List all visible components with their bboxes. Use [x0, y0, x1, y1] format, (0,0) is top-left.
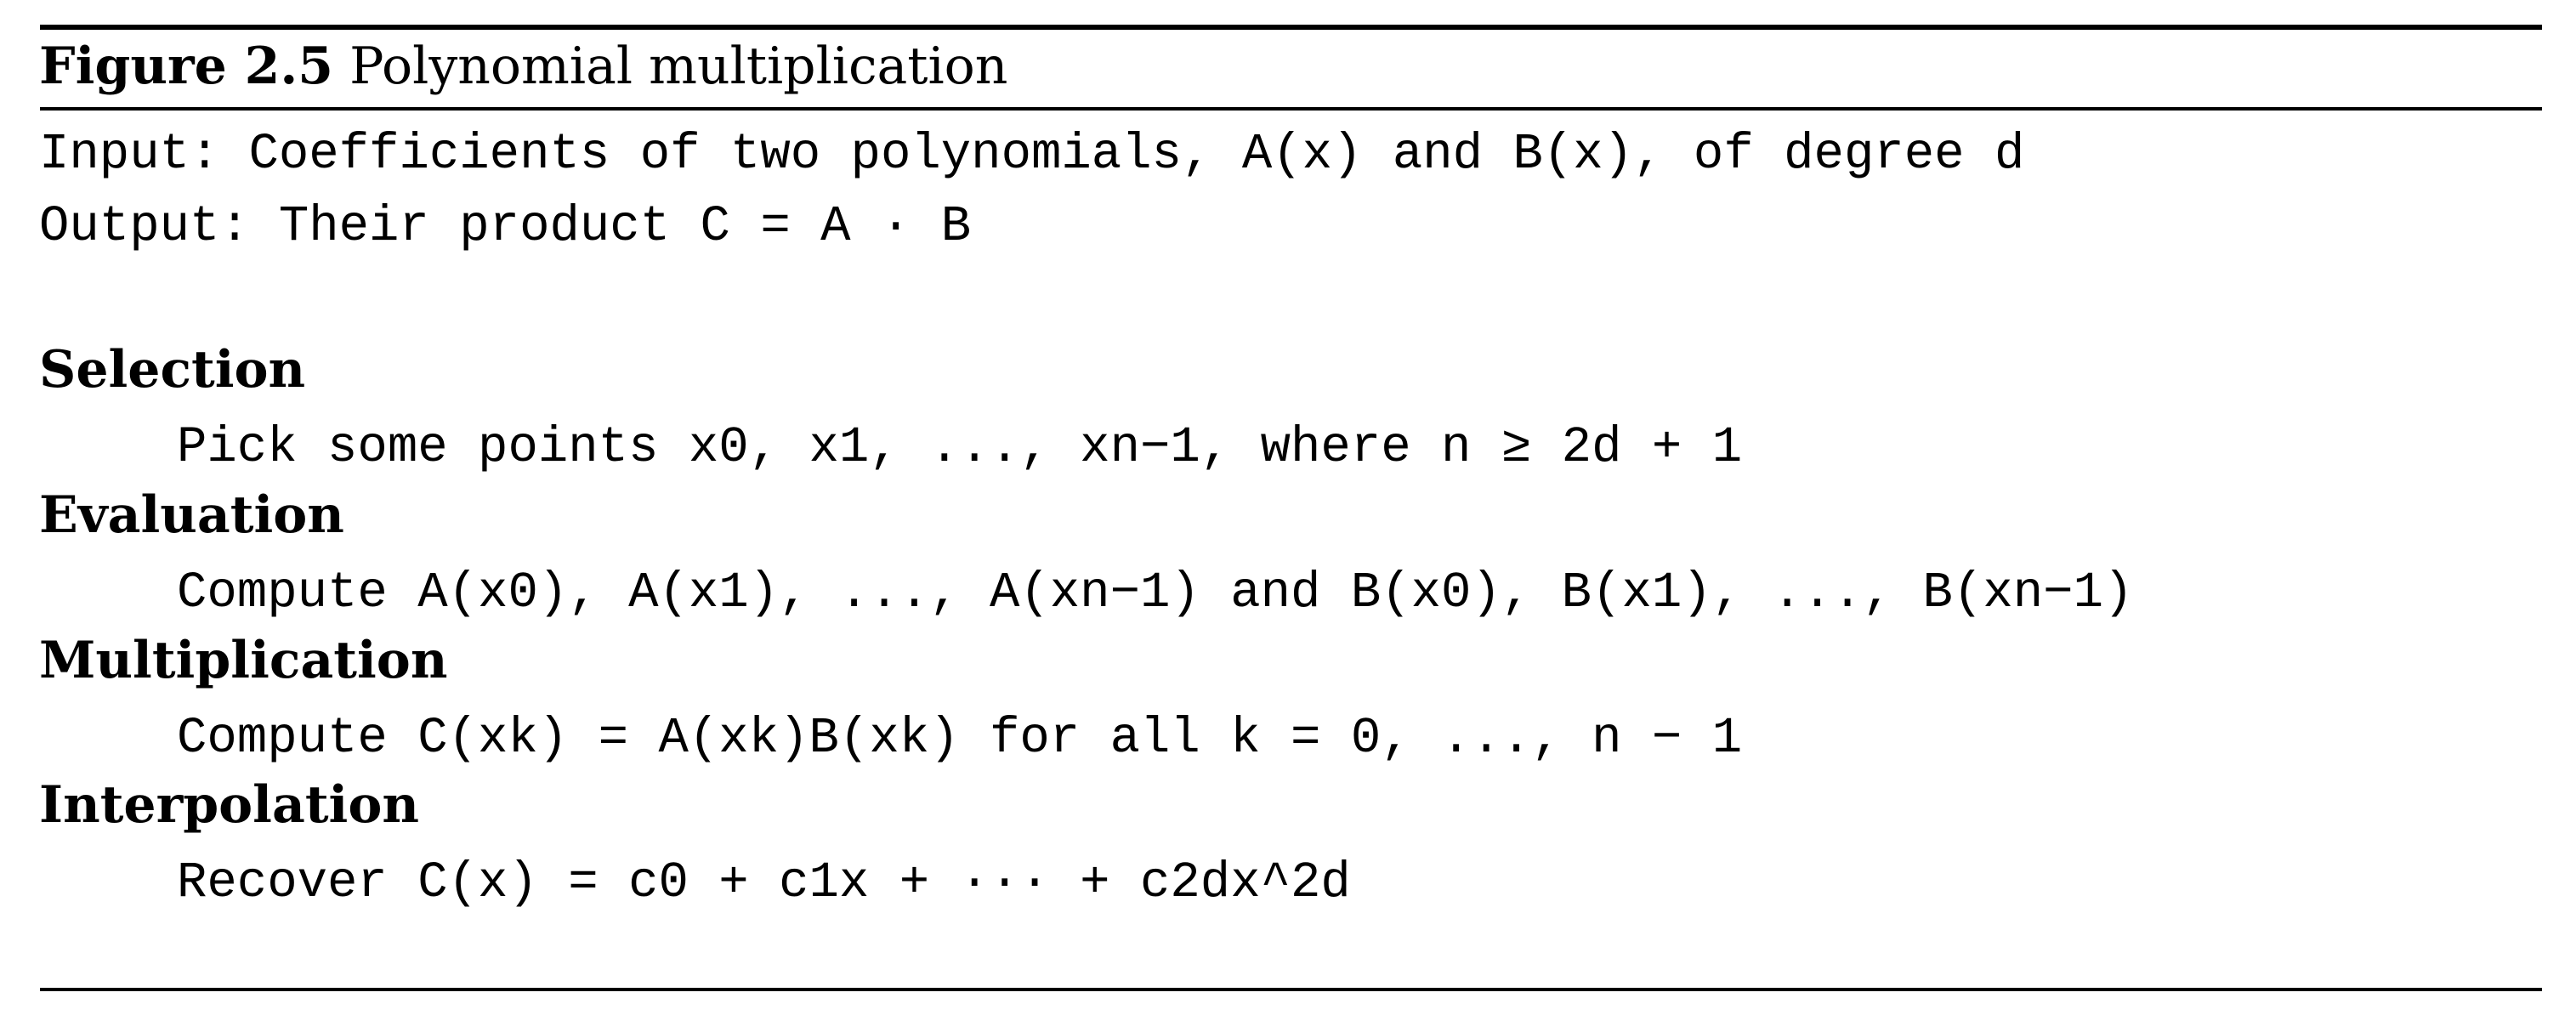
bottom-rule	[40, 988, 2542, 991]
step-heading-interpolation: Interpolation	[39, 775, 419, 835]
step-heading-selection: Selection	[39, 340, 306, 400]
caption-rule	[40, 107, 2542, 111]
step-body-interpolation: Recover C(x) = c0 + c1x + ··· + c2dx^2d	[177, 854, 1351, 911]
step-heading-multiplication: Multiplication	[39, 631, 448, 690]
figure-label: Figure 2.5	[39, 37, 334, 96]
figure-caption	[39, 32, 1007, 100]
input-text: Coefficients of two polynomials, A(x) and B(x), of degree d	[248, 126, 2025, 183]
output-label: Output:	[39, 198, 250, 255]
step-heading-evaluation: Evaluation	[39, 485, 344, 545]
output-line	[39, 193, 971, 261]
input-label: Input:	[39, 126, 220, 183]
figure-title: Polynomial multiplication	[349, 37, 1008, 96]
top-rule	[40, 25, 2542, 30]
step-body-evaluation: Compute A(x0), A(x1), ..., A(xn−1) and B(x0), B(x1), ..., B(xn−1)	[177, 564, 2134, 621]
step-body-selection: Pick some points x0, x1, ..., xn−1, where n ≥ 2d + 1	[177, 419, 1743, 476]
output-text: Their product C = A · B	[278, 198, 972, 255]
input-line	[39, 121, 2024, 189]
step-body-multiplication: Compute C(xk) = A(xk)B(xk) for all k = 0, ..., n − 1	[177, 710, 1743, 767]
